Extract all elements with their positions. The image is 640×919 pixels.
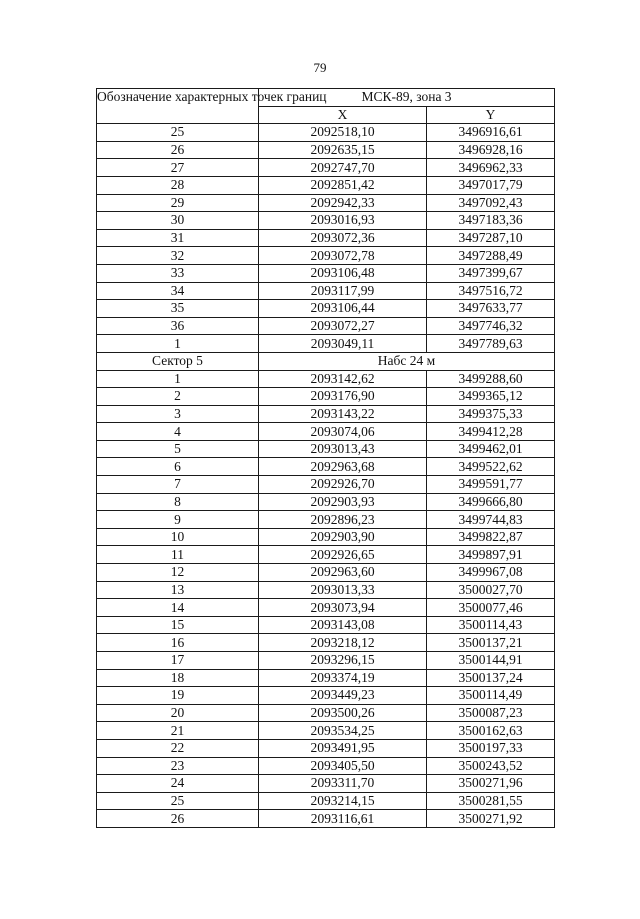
point-number: 25 [97,792,259,810]
point-number: 9 [97,511,259,529]
coordinates-table [96,88,555,828]
x-coordinate: 2093072,27 [259,317,427,335]
point-number: 27 [97,159,259,177]
y-coordinate: 3500137,21 [427,634,555,652]
table-row [97,335,555,353]
table-row [97,370,555,388]
section-row [97,352,555,370]
point-label-header: Обозначение характерных точек границ [97,89,259,124]
x-coordinate: 2092963,60 [259,564,427,582]
point-number: 10 [97,528,259,546]
table-row [97,159,555,177]
table-row [97,652,555,670]
point-number: 24 [97,775,259,793]
y-coordinate: 3496916,61 [427,124,555,142]
x-coordinate: 2093534,25 [259,722,427,740]
point-number: 1 [97,370,259,388]
x-coordinate: 2092635,15 [259,141,427,159]
x-coordinate: 2092963,68 [259,458,427,476]
table-row [97,229,555,247]
y-coordinate: 3499412,28 [427,423,555,441]
section-label: Сектор 5 [97,352,259,370]
x-coordinate: 2093013,33 [259,581,427,599]
point-number: 11 [97,546,259,564]
point-number: 31 [97,229,259,247]
x-coordinate: 2093296,15 [259,652,427,670]
point-number: 4 [97,423,259,441]
y-coordinate: 3500281,55 [427,792,555,810]
y-coordinate: 3500087,23 [427,704,555,722]
point-number: 23 [97,757,259,775]
point-number: 1 [97,335,259,353]
y-coordinate: 3500162,63 [427,722,555,740]
point-number: 18 [97,669,259,687]
table-row [97,511,555,529]
table-row [97,687,555,705]
y-coordinate: 3497288,49 [427,247,555,265]
point-number: 32 [97,247,259,265]
x-coordinate: 2092518,10 [259,124,427,142]
x-coordinate: 2093106,48 [259,264,427,282]
x-coordinate: 2093073,94 [259,599,427,617]
y-coordinate: 3499897,91 [427,546,555,564]
point-number: 17 [97,652,259,670]
table-row [97,546,555,564]
table-row [97,194,555,212]
x-coordinate: 2093117,99 [259,282,427,300]
table-row [97,792,555,810]
point-number: 28 [97,176,259,194]
y-coordinate: 3497092,43 [427,194,555,212]
x-coordinate: 2093013,43 [259,440,427,458]
table-row [97,440,555,458]
table-row [97,493,555,511]
x-coordinate: 2093074,06 [259,423,427,441]
point-number: 6 [97,458,259,476]
y-coordinate: 3496962,33 [427,159,555,177]
x-coordinate: 2093311,70 [259,775,427,793]
point-number: 26 [97,810,259,828]
point-number: 12 [97,564,259,582]
table-row [97,739,555,757]
y-coordinate: 3500137,24 [427,669,555,687]
y-coordinate: 3497399,67 [427,264,555,282]
x-coordinate: 2092942,33 [259,194,427,212]
y-column-header: Y [427,106,555,124]
y-coordinate: 3500114,49 [427,687,555,705]
x-coordinate: 2093072,36 [259,229,427,247]
y-coordinate: 3499666,80 [427,493,555,511]
x-coordinate: 2092903,93 [259,493,427,511]
table-row [97,810,555,828]
y-coordinate: 3497017,79 [427,176,555,194]
point-number: 14 [97,599,259,617]
x-coordinate: 2092903,90 [259,528,427,546]
table-row [97,388,555,406]
y-coordinate: 3499462,01 [427,440,555,458]
y-coordinate: 3500077,46 [427,599,555,617]
table-row [97,775,555,793]
section-note: Набс 24 м [259,352,555,370]
table-row [97,757,555,775]
point-number: 8 [97,493,259,511]
y-coordinate: 3499822,87 [427,528,555,546]
y-coordinate: 3499744,83 [427,511,555,529]
point-number: 30 [97,212,259,230]
point-number: 7 [97,476,259,494]
point-number: 20 [97,704,259,722]
y-coordinate: 3497287,10 [427,229,555,247]
x-coordinate: 2093143,08 [259,616,427,634]
x-coordinate: 2092926,70 [259,476,427,494]
table-row [97,564,555,582]
x-coordinate: 2093143,22 [259,405,427,423]
table-row [97,476,555,494]
table-row [97,124,555,142]
y-coordinate: 3496928,16 [427,141,555,159]
point-number: 25 [97,124,259,142]
table-row [97,634,555,652]
x-coordinate: 2093116,61 [259,810,427,828]
point-number: 16 [97,634,259,652]
y-coordinate: 3500114,43 [427,616,555,634]
table-row [97,247,555,265]
x-coordinate: 2093449,23 [259,687,427,705]
table-row [97,581,555,599]
coordinate-system-header: МСК-89, зона 3 [259,89,555,107]
point-number: 35 [97,300,259,318]
point-number: 33 [97,264,259,282]
x-coordinate: 2093049,11 [259,335,427,353]
y-coordinate: 3500144,91 [427,652,555,670]
point-number: 2 [97,388,259,406]
x-coordinate: 2093214,15 [259,792,427,810]
point-number: 19 [97,687,259,705]
table-row [97,264,555,282]
y-coordinate: 3499375,33 [427,405,555,423]
page-number: 79 [313,60,327,75]
point-number: 34 [97,282,259,300]
table-row [97,599,555,617]
y-coordinate: 3500027,70 [427,581,555,599]
table-row [97,405,555,423]
table-row [97,669,555,687]
y-coordinate: 3497183,36 [427,212,555,230]
x-coordinate: 2093142,62 [259,370,427,388]
x-coordinate: 2092747,70 [259,159,427,177]
point-number: 3 [97,405,259,423]
table-row [97,528,555,546]
point-number: 5 [97,440,259,458]
x-coordinate: 2092896,23 [259,511,427,529]
y-coordinate: 3500197,33 [427,739,555,757]
table-row [97,141,555,159]
x-column-header: X [259,106,427,124]
y-coordinate: 3500271,96 [427,775,555,793]
x-coordinate: 2092926,65 [259,546,427,564]
y-coordinate: 3497746,32 [427,317,555,335]
y-coordinate: 3499365,12 [427,388,555,406]
point-number: 21 [97,722,259,740]
x-coordinate: 2093374,19 [259,669,427,687]
table-row [97,722,555,740]
table-row [97,704,555,722]
point-number: 29 [97,194,259,212]
y-coordinate: 3497633,77 [427,300,555,318]
x-coordinate: 2093218,12 [259,634,427,652]
table-row [97,212,555,230]
table-row [97,300,555,318]
point-number: 36 [97,317,259,335]
x-coordinate: 2093072,78 [259,247,427,265]
x-coordinate: 2093176,90 [259,388,427,406]
y-coordinate: 3499288,60 [427,370,555,388]
point-number: 13 [97,581,259,599]
y-coordinate: 3499591,77 [427,476,555,494]
table-row [97,176,555,194]
table-row [97,317,555,335]
table-row [97,423,555,441]
point-number: 22 [97,739,259,757]
x-coordinate: 2093405,50 [259,757,427,775]
y-coordinate: 3499967,08 [427,564,555,582]
table-row [97,458,555,476]
y-coordinate: 3497516,72 [427,282,555,300]
point-number: 26 [97,141,259,159]
x-coordinate: 2092851,42 [259,176,427,194]
x-coordinate: 2093016,93 [259,212,427,230]
table-row [97,616,555,634]
y-coordinate: 3499522,62 [427,458,555,476]
table-row [97,282,555,300]
x-coordinate: 2093106,44 [259,300,427,318]
x-coordinate: 2093491,95 [259,739,427,757]
y-coordinate: 3500271,92 [427,810,555,828]
table-body [97,124,555,828]
table-header [97,89,555,124]
y-coordinate: 3497789,63 [427,335,555,353]
point-number: 15 [97,616,259,634]
x-coordinate: 2093500,26 [259,704,427,722]
y-coordinate: 3500243,52 [427,757,555,775]
